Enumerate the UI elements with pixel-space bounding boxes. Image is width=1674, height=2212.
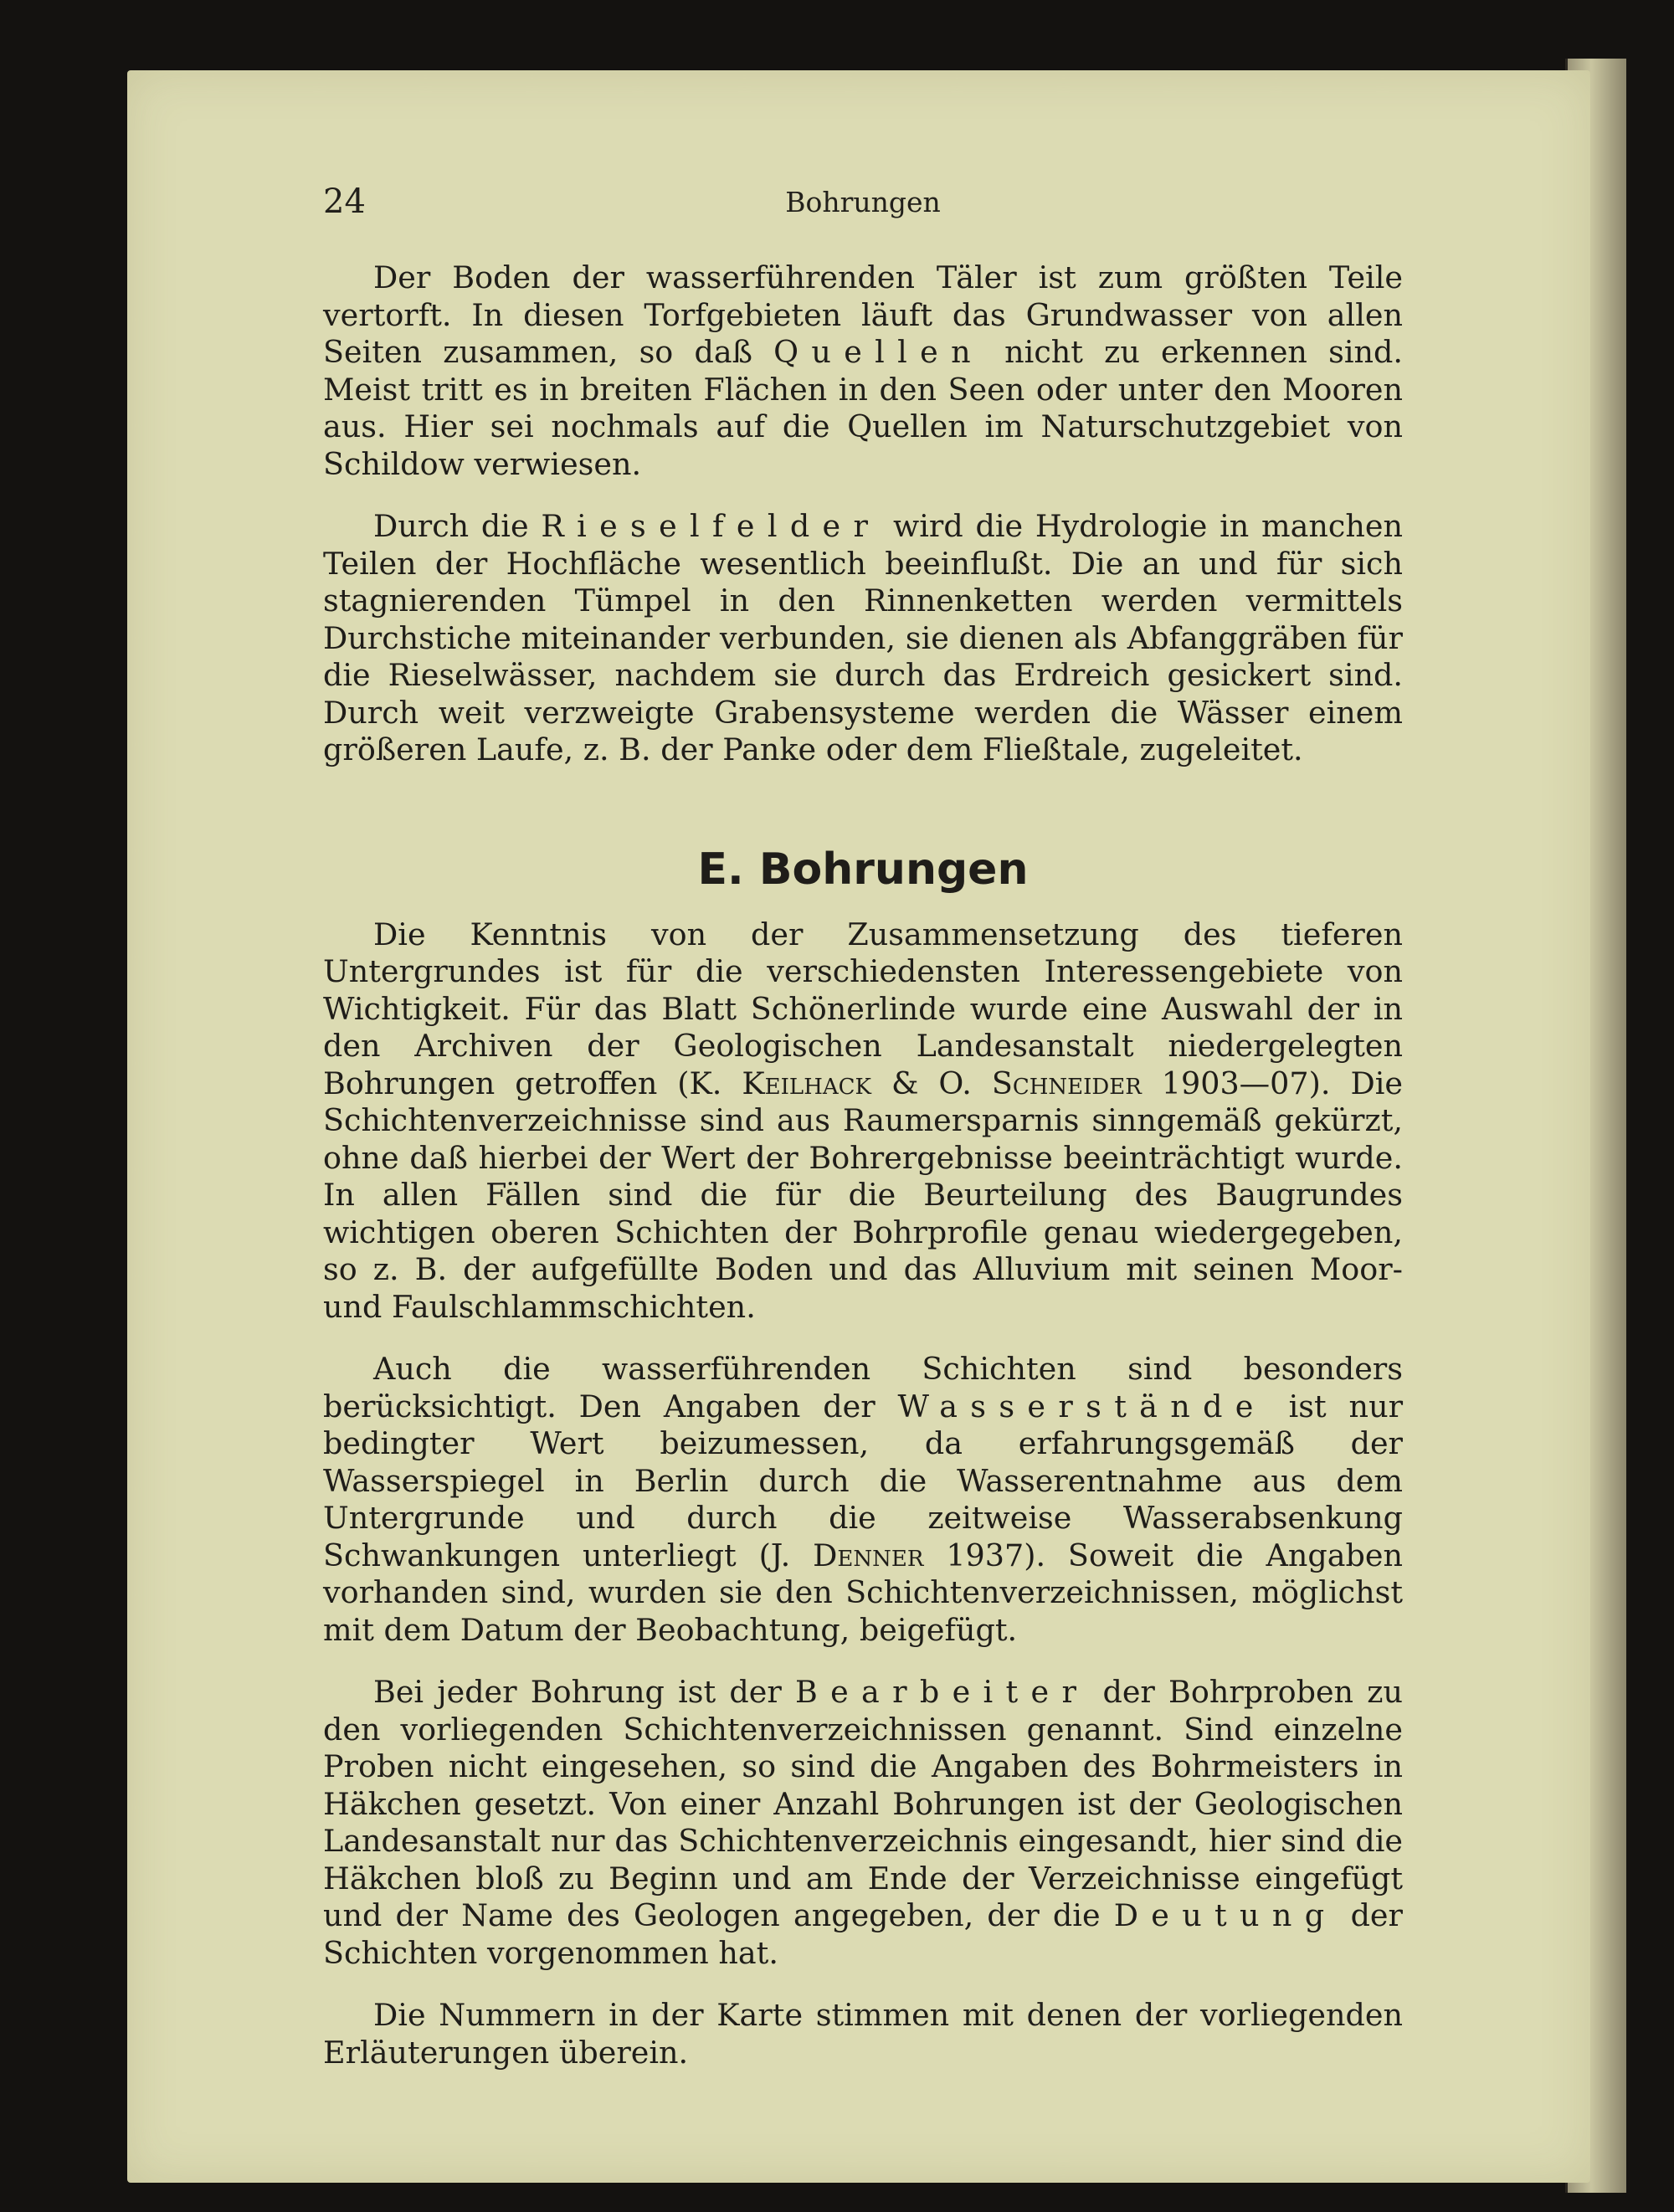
emphasis-spaced: Rieselfelder xyxy=(541,508,881,544)
paragraph-water-levels: Auch die wasserführenden Schichten sind besonders berücksichtigt. Den Angaben der Wasserstände ist nur bedingter Wert beizumessen, da erfahrungsgemäß der Wasserspiegel in Berlin durch die Wasserentnahme aus dem Untergrunde und durch die zeitweise Wasserabsenkung Schwankungen unterliegt (J. Denner 1937). Soweit die Angaben vorhanden sind, wurden sie den Schichtenverzeichnissen, möglichst mit dem Datum der Beobachtung, beigefügt. xyxy=(323,1351,1404,1648)
body-text xyxy=(323,259,1403,2071)
page-header xyxy=(323,182,1403,233)
paragraph-processor: Bei jeder Bohrung ist der Bearbeiter der Bohrproben zu den vorliegenden Schichtenverzeichnissen genannt. Sind einzelne Proben nicht eingesehen, so sind die Angaben des Bohrmeisters in Häkchen gesetzt. Von einer Anzahl Bohrungen ist der Geologischen Landesanstalt nur das Schichtenverzeichnis eingesandt, hier sind die Häkchen bloß zu Beginn und am Ende der Verzeichnisse eingefügt und der Name des Geologen angegeben, der die Deutung der Schichten vorgenommen hat. xyxy=(323,1674,1403,1971)
emphasis-spaced: Bearbeiter xyxy=(794,1674,1090,1710)
paragraph-sewage-fields: Durch die Rieselfelder wird die Hydrologie in manchen Teilen der Hochfläche wesentlich beeinflußt. Die an und für sich stagnierenden Tümpel in den Rinnenketten werden vermittels Durchstiche miteinander verbunden, sie dienen als Abfanggräben für die Rieselwässer, nachdem sie durch das Erdreich gesickert sind. Durch weit verzweigte Grabensysteme werden die Wässer einem größeren Laufe, z. B. der Panke oder dem Fließtale, zugeleitet. xyxy=(323,508,1403,767)
paragraph-springs: Der Boden der wasserführenden Täler ist zum größten Teile vertorft. In diesen Torfgebieten läuft das Grundwasser von allen Seiten zusammen, so daß Quellen nicht zu erkennen sind. Meist tritt es in breiten Flächen in den Seen oder unter den Mooren aus. Hier sei nochmals auf die Quellen im Naturschutzgebiet von Schildow verwiesen. xyxy=(323,259,1403,482)
author-name: Keilhack xyxy=(742,1065,871,1101)
emphasis-spaced: Wasserstände xyxy=(897,1388,1266,1424)
emphasis-spaced: Deutung xyxy=(1113,1897,1338,1933)
author-name: Schneider xyxy=(991,1065,1142,1101)
paragraph-map-numbers: Die Nummern in der Karte stimmen mit denen der vorliegenden Erläuterungen überein. xyxy=(323,1997,1403,2071)
running-head: Bohrungen xyxy=(785,186,941,218)
author-name: Denner xyxy=(813,1537,924,1573)
emphasis-spaced: Quellen xyxy=(773,334,983,370)
page-number: 24 xyxy=(323,182,366,221)
section-heading: E. Bohrungen xyxy=(697,844,1029,895)
paragraph-borehole-selection: Die Kenntnis von der Zusammensetzung des tieferen Untergrundes ist für die verschiedensten Interessengebiete von Wichtigkeit. Für das Blatt Schönerlinde wurde eine Auswahl der in den Archiven der Geologischen Landesanstalt niedergelegten Bohrungen getroffen (K. Keilhack & O. Schneider 1903—07). Die Schichtenverzeichnisse sind aus Raumersparnis sinngemäß gekürzt, ohne daß hierbei der Wert der Bohrergebnisse beeinträchtigt wurde. In allen Fällen sind die für die Beurteilung des Baugrundes wichtigen oberen Schichten der Bohrprofile genau wiedergegeben, so z. B. der aufgefüllte Boden und das Alluvium mit seinen Moor- und Faulschlammschichten. xyxy=(323,916,1403,1325)
